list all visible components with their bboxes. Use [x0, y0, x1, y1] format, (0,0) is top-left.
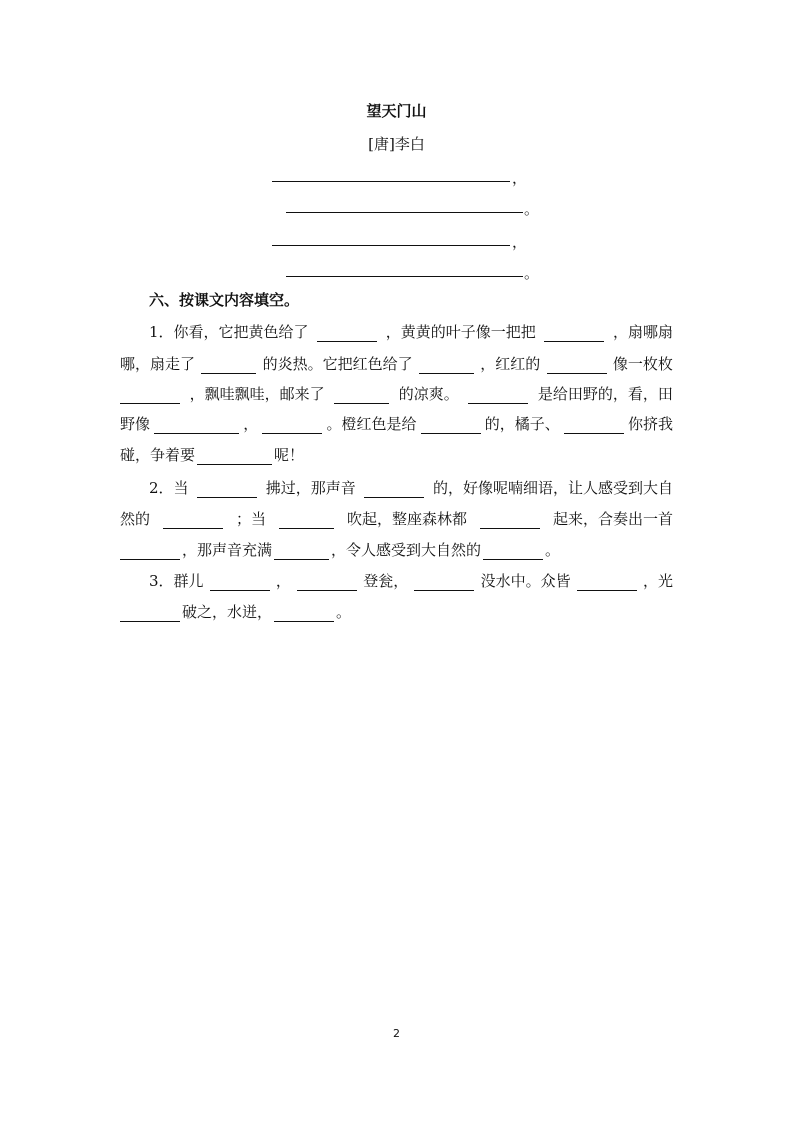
- q2-line-1: [149, 478, 673, 498]
- answer-blank[interactable]: [197, 483, 257, 498]
- answer-blank[interactable]: [544, 327, 604, 342]
- answer-blank[interactable]: [547, 359, 607, 374]
- answer-blank[interactable]: [274, 607, 334, 622]
- answer-blank[interactable]: [210, 576, 270, 591]
- text: ，: [275, 572, 291, 590]
- text: 1．你看，它把黄色给了: [149, 323, 309, 341]
- page-number: 2: [393, 1027, 400, 1040]
- text: 。橙红色是给: [326, 415, 417, 433]
- answer-blank[interactable]: [120, 545, 180, 560]
- text: 像一枚枚: [612, 355, 673, 373]
- section-heading: 六、按课文内容填空。: [149, 291, 300, 309]
- text: ，那声音充满: [182, 541, 273, 559]
- text: 破之，水迸，: [182, 603, 273, 621]
- q1-line-5: [120, 445, 673, 465]
- text: ，: [243, 415, 259, 433]
- punctuation: ，: [512, 169, 528, 187]
- text: 。: [336, 603, 352, 621]
- answer-blank[interactable]: [120, 389, 180, 404]
- text: 野像: [120, 415, 151, 433]
- text: 然的: [120, 510, 151, 528]
- text: 的凉爽。: [398, 385, 459, 403]
- text: ，飘哇飘哇，邮来了: [189, 385, 325, 403]
- text: 吹起，整座森林都: [346, 510, 467, 528]
- text: 起来，合奏出一首: [552, 510, 673, 528]
- answer-blank[interactable]: [468, 389, 528, 404]
- answer-blank[interactable]: [480, 514, 540, 529]
- answer-blank[interactable]: [286, 276, 523, 277]
- text: ，光: [642, 572, 673, 590]
- answer-blank[interactable]: [272, 181, 510, 182]
- text: 哪，扇走了: [120, 355, 196, 373]
- text: ，红红的: [480, 355, 541, 373]
- answer-blank[interactable]: [414, 576, 474, 591]
- text: 的，橘子、: [484, 415, 560, 433]
- poem-title: 望天门山: [366, 102, 427, 120]
- punctuation: ，: [512, 233, 528, 251]
- answer-blank[interactable]: [577, 576, 637, 591]
- answer-blank[interactable]: [297, 576, 357, 591]
- q1-line-4: [120, 414, 673, 434]
- answer-blank[interactable]: [334, 389, 389, 404]
- text: ，黄黄的叶子像一把把: [385, 323, 536, 341]
- text: 2．当: [149, 479, 189, 497]
- answer-blank[interactable]: [272, 245, 510, 246]
- answer-blank[interactable]: [317, 327, 377, 342]
- answer-blank[interactable]: [279, 514, 334, 529]
- q3-line-2: [120, 602, 673, 622]
- answer-blank[interactable]: [419, 359, 474, 374]
- answer-blank[interactable]: [421, 419, 481, 434]
- answer-blank[interactable]: [197, 450, 272, 465]
- text: 是给田野的，看，田: [537, 385, 673, 403]
- answer-blank[interactable]: [262, 419, 322, 434]
- text: 碰，争着要: [120, 446, 196, 464]
- punctuation: 。: [524, 264, 540, 282]
- q1-line-1: [149, 322, 673, 342]
- q2-line-3: [120, 540, 673, 560]
- answer-blank[interactable]: [483, 545, 543, 560]
- answer-blank[interactable]: [163, 514, 223, 529]
- answer-blank[interactable]: [564, 419, 624, 434]
- text: 3．群儿: [149, 572, 204, 590]
- q1-line-2: [120, 354, 673, 374]
- text: 没水中。众皆: [480, 572, 571, 590]
- answer-blank[interactable]: [364, 483, 424, 498]
- text: 呢！: [274, 446, 305, 464]
- text: 拂过，那声音: [265, 479, 356, 497]
- text: 的炎热。它把红色给了: [262, 355, 413, 373]
- answer-blank[interactable]: [120, 607, 180, 622]
- q3-line-1: [149, 571, 673, 591]
- q2-line-2: [120, 509, 673, 529]
- text: 你挤我: [627, 415, 673, 433]
- text: ，令人感受到大自然的: [331, 541, 482, 559]
- answer-blank[interactable]: [286, 212, 523, 213]
- answer-blank[interactable]: [154, 419, 239, 434]
- text: 登瓮，: [363, 572, 409, 590]
- answer-blank[interactable]: [201, 359, 256, 374]
- text: 的，好像呢喃细语，让人感受到大自: [432, 479, 673, 497]
- poem-author: [唐]李白: [368, 135, 425, 153]
- text: 。: [545, 541, 561, 559]
- text: ，扇哪扇: [612, 323, 673, 341]
- text: ；当: [235, 510, 266, 528]
- q1-line-3: [120, 384, 673, 404]
- answer-blank[interactable]: [274, 545, 329, 560]
- punctuation: 。: [524, 200, 540, 218]
